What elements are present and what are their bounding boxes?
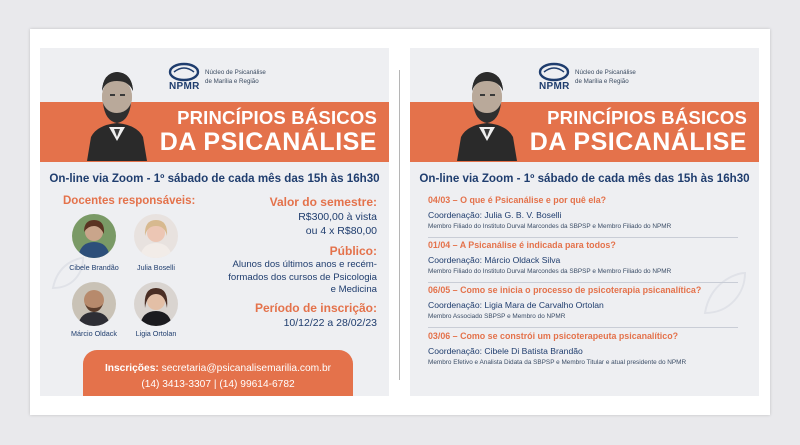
- docentes-title: Docentes responsáveis:: [63, 195, 196, 207]
- periodo-label: Período de inscrição:: [254, 301, 377, 315]
- coord-membership: Membro Associado SBPSP e Membro do NPMR: [428, 313, 566, 320]
- coord-name: Julia G. B. V. Boselli: [484, 210, 562, 220]
- title-line1: PRINCÍPIOS BÁSICOS: [177, 107, 377, 128]
- inscricoes-email[interactable]: secretaria@psicanalisemarilia.com.br: [161, 363, 332, 374]
- avatar-cibele: [72, 214, 116, 258]
- org-name-line2-right: de Marília e Região: [575, 78, 629, 85]
- session-coordinator: [428, 300, 753, 310]
- valor-parcelado: ou 4 x R$80,00: [305, 225, 377, 237]
- avatar-julia: [134, 214, 178, 258]
- docente-name-1: Cibele Brandão: [69, 263, 119, 272]
- avatar-marcio: [72, 282, 116, 326]
- session-item: [428, 285, 753, 328]
- session-title: 03/06 – Como se constrói um psicoterapeuta psicanalítico?: [428, 331, 679, 341]
- schedule-subtitle-right: On-line via Zoom - 1º sábado de cada mês das 15h às 16h30: [419, 172, 750, 185]
- session-divider: [428, 237, 738, 238]
- session-title: 06/05 – Como se inicia o processo de psicoterapia psicanalítica?: [428, 285, 702, 295]
- session-coordinator: [428, 255, 753, 265]
- session-title: 01/04 – A Psicanálise é indicada para todos?: [428, 240, 616, 250]
- session-divider: [428, 327, 738, 328]
- phone-landline[interactable]: (14) 3413-3307: [141, 379, 211, 390]
- session-divider: [428, 282, 738, 283]
- coord-name: Ligia Mara de Carvalho Ortolan: [484, 300, 604, 310]
- publico-text: Alunos dos últimos anos e recém-formados dos cursos de Psicologia e Medicina: [228, 259, 377, 295]
- session-title: 04/03 – O que é Psicanálise e por quê ela?: [428, 195, 607, 205]
- org-name-line1: Núcleo de Psicanálise: [205, 69, 266, 76]
- org-name-right: [575, 68, 655, 86]
- periodo-dates: 10/12/22 a 28/02/23: [283, 317, 377, 329]
- inscricoes-line: [83, 363, 353, 374]
- publico-label: Público:: [329, 244, 377, 258]
- coord-membership: Membro Efetivo e Analista Didata da SBPSP e Membro Titular e atual presidente do NPMR: [428, 359, 687, 366]
- poster-course-schedule: [410, 48, 759, 396]
- npmr-logo: [168, 62, 278, 96]
- inscricoes-box: [83, 350, 353, 396]
- title-line1-right: PRINCÍPIOS BÁSICOS: [547, 107, 747, 128]
- phone-separator: |: [213, 379, 217, 390]
- logo-text: NPMR: [169, 81, 200, 92]
- schedule-subtitle: On-line via Zoom - 1º sábado de cada mês das 15h às 16h30: [49, 172, 380, 185]
- logo-text-right: NPMR: [539, 81, 570, 92]
- valor-avista: R$300,00 à vista: [298, 211, 377, 223]
- docente-name-4: Ligia Ortolan: [135, 329, 177, 338]
- poster-divider: [399, 70, 400, 380]
- title-line2: DA PSICANÁLISE: [159, 128, 377, 156]
- org-name-line1-right: Núcleo de Psicanálise: [575, 69, 636, 76]
- org-name: [205, 68, 285, 86]
- session-item: [428, 331, 753, 366]
- coord-label: Coordenação:: [428, 300, 482, 310]
- phone-mobile[interactable]: (14) 99614-6782: [219, 379, 295, 390]
- coord-label: Coordenação:: [428, 346, 482, 356]
- valor-label: Valor do semestre:: [269, 195, 377, 209]
- session-item: [428, 240, 753, 283]
- poster-course-info: [40, 48, 389, 396]
- coord-name: Márcio Oldack Silva: [484, 255, 561, 265]
- session-coordinator: [428, 210, 753, 220]
- coord-name: Cibele Di Batista Brandão: [484, 346, 583, 356]
- session-coordinator: [428, 346, 753, 356]
- docente-name-2: Julia Boselli: [137, 263, 175, 272]
- org-name-line2: de Marília e Região: [205, 78, 259, 85]
- avatar-ligia: [134, 282, 178, 326]
- inscricoes-label: Inscrições:: [104, 363, 159, 374]
- title-line2-right: DA PSICANÁLISE: [529, 128, 747, 156]
- phone-line: [83, 379, 353, 390]
- coord-membership: Membro Filiado do Instituto Durval Marcondes da SBPSP e Membro Filiado do NPMR: [428, 223, 672, 230]
- docente-name-3: Márcio Oldack: [71, 329, 117, 338]
- coord-membership: Membro Filiado do Instituto Durval Marcondes da SBPSP e Membro Filiado do NPMR: [428, 268, 672, 275]
- coord-label: Coordenação:: [428, 210, 482, 220]
- session-item: [428, 195, 753, 238]
- coord-label: Coordenação:: [428, 255, 482, 265]
- npmr-logo-right: [538, 62, 648, 96]
